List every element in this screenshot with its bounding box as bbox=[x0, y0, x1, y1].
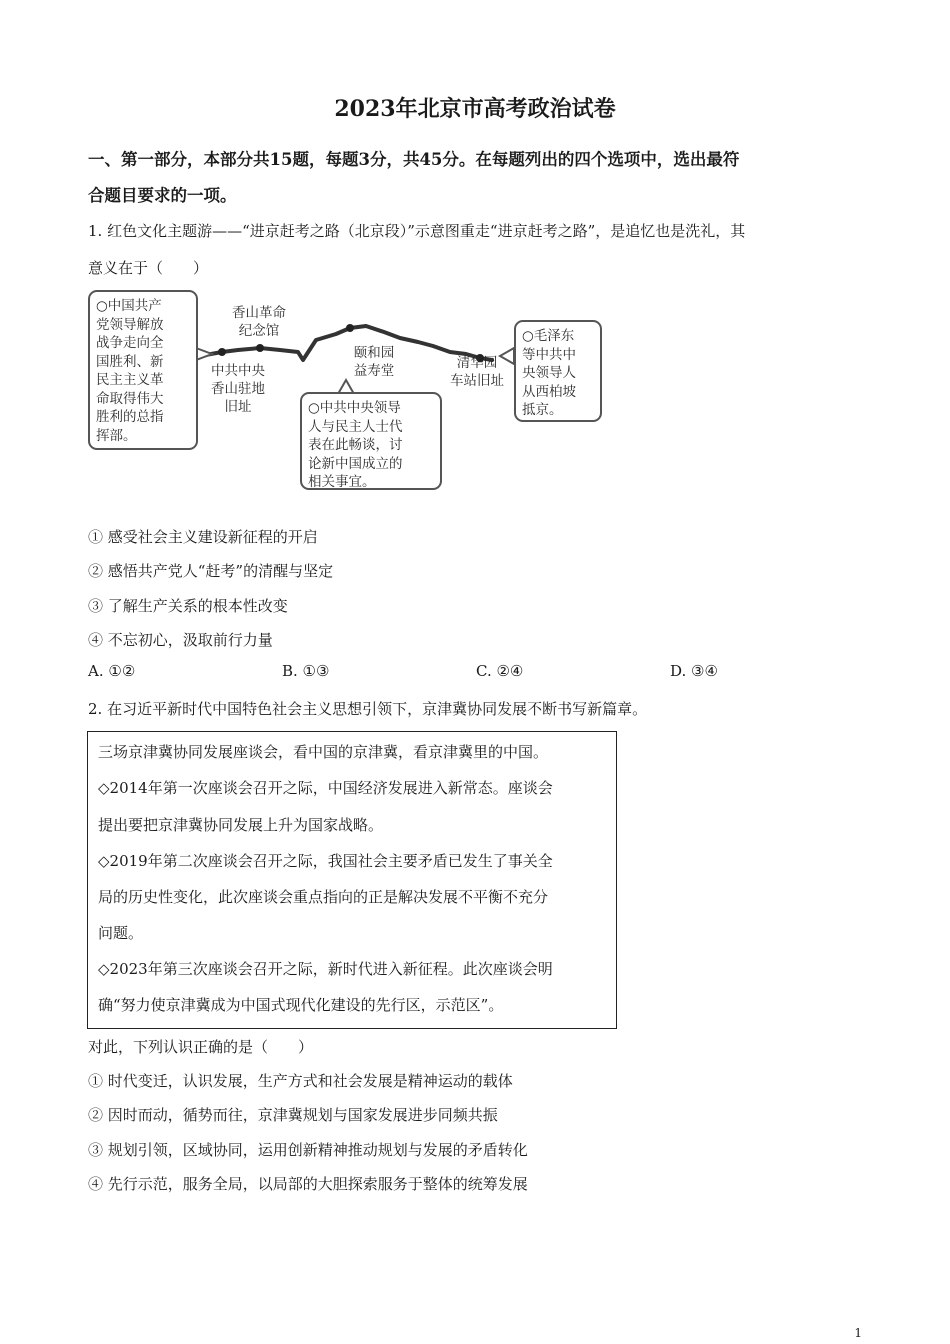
place-qinghua: 清华园 车站旧址 bbox=[450, 355, 504, 389]
q1-item-1: ① 感受社会主义建设新征程的开启 bbox=[88, 528, 318, 546]
stop-yiheyuan bbox=[346, 324, 354, 332]
q2-box-line: 问题。 bbox=[98, 924, 144, 942]
q1-stem-line2: 意义在于（ ） bbox=[88, 259, 209, 277]
section-heading-line1: 一、第一部分，本部分共15题，每题3分，共45分。在每题列出的四个选项中，选出最符 bbox=[88, 150, 740, 169]
bubble-middle: ○中共中央领导 人与民主人士代 表在此畅谈，讨 论新中国成立的 相关事宜。 bbox=[300, 392, 442, 490]
place-xiangshan-site: 中共中央 香山驻地 旧址 bbox=[211, 363, 265, 415]
q1-option-a[interactable]: A. ①② bbox=[88, 662, 136, 680]
q2-item-2: ② 因时而动，循势而往，京津冀规划与国家发展进步同频共振 bbox=[88, 1106, 498, 1124]
q2-box-line: 局的历史性变化，此次座谈会重点指向的正是解决发展不平衡不充分 bbox=[98, 888, 549, 906]
q2-prompt: 对此，下列认识正确的是（ ） bbox=[88, 1038, 314, 1056]
place-xiangshan-memorial: 香山革命 纪念馆 bbox=[232, 305, 286, 339]
stop-memorial bbox=[256, 344, 264, 352]
page-title: 2023年北京市高考政治试卷 bbox=[334, 96, 616, 122]
q1-option-b[interactable]: B. ①③ bbox=[282, 662, 330, 680]
page-number: 1 bbox=[854, 1326, 862, 1340]
stop-xiangshan bbox=[218, 348, 226, 356]
q1-item-3: ③ 了解生产关系的根本性改变 bbox=[88, 597, 288, 615]
q1-item-4: ④ 不忘初心，汲取前行力量 bbox=[88, 631, 273, 649]
q2-stem: 2. 在习近平新时代中国特色社会主义思想引领下，京津冀协同发展不断书写新篇章。 bbox=[88, 700, 648, 718]
q2-box-line: ◇2014年第一次座谈会召开之际，中国经济发展进入新常态。座谈会 bbox=[98, 779, 553, 797]
q2-box-line: ◇2023年第三次座谈会召开之际，新时代进入新征程。此次座谈会明 bbox=[98, 960, 553, 978]
q2-box-line: ◇2019年第二次座谈会召开之际，我国社会主要矛盾已发生了事关全 bbox=[98, 852, 553, 870]
bubble-left: ○中国共产 党领导解放 战争走向全 国胜利、新 民主主义革 命取得伟大 胜利的总指 挥部。 bbox=[88, 290, 198, 450]
q1-item-2: ② 感悟共产党人“赶考”的清醒与坚定 bbox=[88, 562, 334, 580]
q2-box-line: 三场京津冀协同发展座谈会，看中国的京津冀，看京津冀里的中国。 bbox=[98, 743, 549, 761]
route-map-figure bbox=[88, 290, 608, 490]
q2-item-3: ③ 规划引领，区域协同，运用创新精神推动规划与发展的矛盾转化 bbox=[88, 1141, 528, 1159]
q2-item-4: ④ 先行示范，服务全局，以局部的大胆探索服务于整体的统筹发展 bbox=[88, 1175, 528, 1193]
q2-item-1: ① 时代变迁，认识发展，生产方式和社会发展是精神运动的载体 bbox=[88, 1072, 513, 1090]
place-yiheyuan: 颐和园 益寿堂 bbox=[353, 345, 395, 379]
section-heading-line2: 合题目要求的一项。 bbox=[88, 186, 237, 205]
q1-option-c[interactable]: C. ②④ bbox=[476, 662, 524, 680]
q2-material-box bbox=[87, 731, 617, 1029]
bubble-right: ○毛泽东 等中共中 央领导人 从西柏坡 抵京。 bbox=[514, 320, 602, 422]
q1-stem-line1: 1. 红色文化主题游——“进京赶考之路（北京段）”示意图重走“进京赶考之路”，是追忆也是洗礼，其 bbox=[88, 222, 746, 240]
q2-box-line: 提出要把京津冀协同发展上升为国家战略。 bbox=[98, 816, 384, 834]
q2-box-line: 确“努力使京津冀成为中国式现代化建设的先行区，示范区”。 bbox=[98, 996, 504, 1014]
q1-option-d[interactable]: D. ③④ bbox=[670, 662, 718, 680]
